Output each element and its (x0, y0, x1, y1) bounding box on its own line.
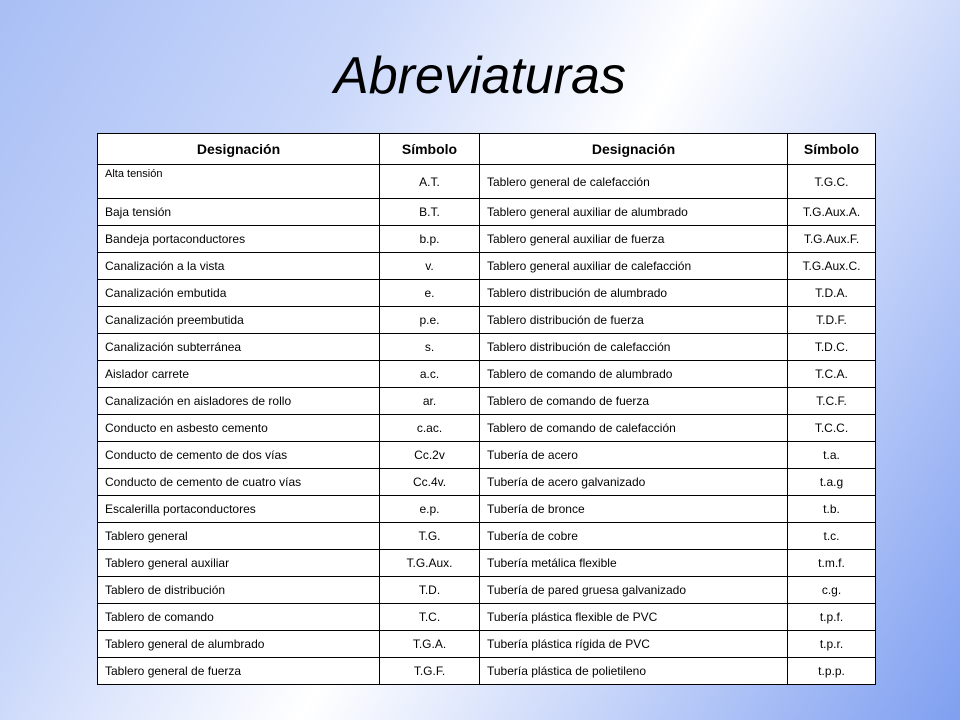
table-row (98, 442, 876, 469)
symbol-cell: T.G.C. (788, 165, 876, 199)
table-row (98, 523, 876, 550)
table-row (98, 604, 876, 631)
designation-cell: Tubería plástica rígida de PVC (480, 631, 788, 658)
designation-cell: Aislador carrete (98, 361, 380, 388)
symbol-cell: T.D. (380, 577, 480, 604)
designation-cell: Tablero general de alumbrado (98, 631, 380, 658)
table-row (98, 226, 876, 253)
designation-cell: Tablero general auxiliar de alumbrado (480, 199, 788, 226)
symbol-cell: ar. (380, 388, 480, 415)
designation-cell: Tablero de distribución (98, 577, 380, 604)
symbol-cell: t.a.g (788, 469, 876, 496)
designation-cell: Bandeja portaconductores (98, 226, 380, 253)
table-row (98, 307, 876, 334)
header-designation-1: Designación (98, 134, 380, 165)
designation-cell: Conducto de cemento de dos vías (98, 442, 380, 469)
designation-cell: Canalización a la vista (98, 253, 380, 280)
symbol-cell: Cc.2v (380, 442, 480, 469)
designation-cell: Tablero general (98, 523, 380, 550)
designation-cell: Canalización preembutida (98, 307, 380, 334)
symbol-cell: T.G.Aux.F. (788, 226, 876, 253)
designation-cell: Tablero distribución de alumbrado (480, 280, 788, 307)
symbol-cell: T.C.C. (788, 415, 876, 442)
symbol-cell: t.a. (788, 442, 876, 469)
table-row (98, 577, 876, 604)
designation-cell: Tablero de comando de calefacción (480, 415, 788, 442)
table-row (98, 334, 876, 361)
symbol-cell: T.D.A. (788, 280, 876, 307)
slide-title: Abreviaturas (334, 47, 626, 105)
designation-cell: Tubería de acero (480, 442, 788, 469)
designation-cell: Conducto de cemento de cuatro vías (98, 469, 380, 496)
symbol-cell: t.c. (788, 523, 876, 550)
symbol-cell: T.G.Aux. (380, 550, 480, 577)
designation-cell: Tubería de acero galvanizado (480, 469, 788, 496)
symbol-cell: T.G.Aux.C. (788, 253, 876, 280)
designation-cell: Tubería de pared gruesa galvanizado (480, 577, 788, 604)
table-row (98, 469, 876, 496)
abbreviations-table (97, 133, 876, 685)
symbol-cell: Cc.4v. (380, 469, 480, 496)
symbol-cell: b.p. (380, 226, 480, 253)
header-symbol-2: Símbolo (788, 134, 876, 165)
table-row (98, 658, 876, 685)
symbol-cell: s. (380, 334, 480, 361)
symbol-cell: T.D.F. (788, 307, 876, 334)
designation-cell: Conducto en asbesto cemento (98, 415, 380, 442)
designation-cell: Canalización subterránea (98, 334, 380, 361)
symbol-cell: v. (380, 253, 480, 280)
header-designation-2: Designación (480, 134, 788, 165)
designation-cell: Tubería plástica flexible de PVC (480, 604, 788, 631)
table-row (98, 631, 876, 658)
symbol-cell: e. (380, 280, 480, 307)
symbol-cell: B.T. (380, 199, 480, 226)
symbol-cell: T.C.F. (788, 388, 876, 415)
designation-cell: Tablero general auxiliar (98, 550, 380, 577)
symbol-cell: T.C.A. (788, 361, 876, 388)
table-row (98, 280, 876, 307)
symbol-cell: T.G.Aux.A. (788, 199, 876, 226)
symbol-cell: t.b. (788, 496, 876, 523)
table-row (98, 388, 876, 415)
designation-cell: Tubería de cobre (480, 523, 788, 550)
symbol-cell: T.C. (380, 604, 480, 631)
designation-cell: Canalización embutida (98, 280, 380, 307)
designation-cell: Escalerilla portaconductores (98, 496, 380, 523)
symbol-cell: t.m.f. (788, 550, 876, 577)
designation-cell: Alta tensión (98, 165, 380, 199)
symbol-cell: c.ac. (380, 415, 480, 442)
symbol-cell: t.p.f. (788, 604, 876, 631)
designation-cell: Tablero distribución de fuerza (480, 307, 788, 334)
symbol-cell: a.c. (380, 361, 480, 388)
symbol-cell: T.G.F. (380, 658, 480, 685)
symbol-cell: T.G.A. (380, 631, 480, 658)
designation-cell: Tablero de comando de fuerza (480, 388, 788, 415)
symbol-cell: p.e. (380, 307, 480, 334)
symbol-cell: T.D.C. (788, 334, 876, 361)
symbol-cell: t.p.r. (788, 631, 876, 658)
symbol-cell: t.p.p. (788, 658, 876, 685)
designation-cell: Tablero general de calefacción (480, 165, 788, 199)
designation-cell: Tubería plástica de polietileno (480, 658, 788, 685)
designation-cell: Tubería metálica flexible (480, 550, 788, 577)
designation-cell: Canalización en aisladores de rollo (98, 388, 380, 415)
table-row (98, 199, 876, 226)
designation-cell: Tablero distribución de calefacción (480, 334, 788, 361)
symbol-cell: c.g. (788, 577, 876, 604)
designation-cell: Tablero general de fuerza (98, 658, 380, 685)
symbol-cell: A.T. (380, 165, 480, 199)
table-row (98, 165, 876, 199)
table-row (98, 361, 876, 388)
table-row (98, 496, 876, 523)
table-header-row (98, 134, 876, 165)
symbol-cell: T.G. (380, 523, 480, 550)
table-row (98, 415, 876, 442)
designation-cell: Tablero de comando (98, 604, 380, 631)
designation-cell: Tablero de comando de alumbrado (480, 361, 788, 388)
table-row (98, 550, 876, 577)
table-row (98, 253, 876, 280)
table-body (98, 165, 876, 685)
header-symbol-1: Símbolo (380, 134, 480, 165)
designation-cell: Tablero general auxiliar de fuerza (480, 226, 788, 253)
symbol-cell: e.p. (380, 496, 480, 523)
designation-cell: Baja tensión (98, 199, 380, 226)
designation-cell: Tubería de bronce (480, 496, 788, 523)
designation-cell: Tablero general auxiliar de calefacción (480, 253, 788, 280)
